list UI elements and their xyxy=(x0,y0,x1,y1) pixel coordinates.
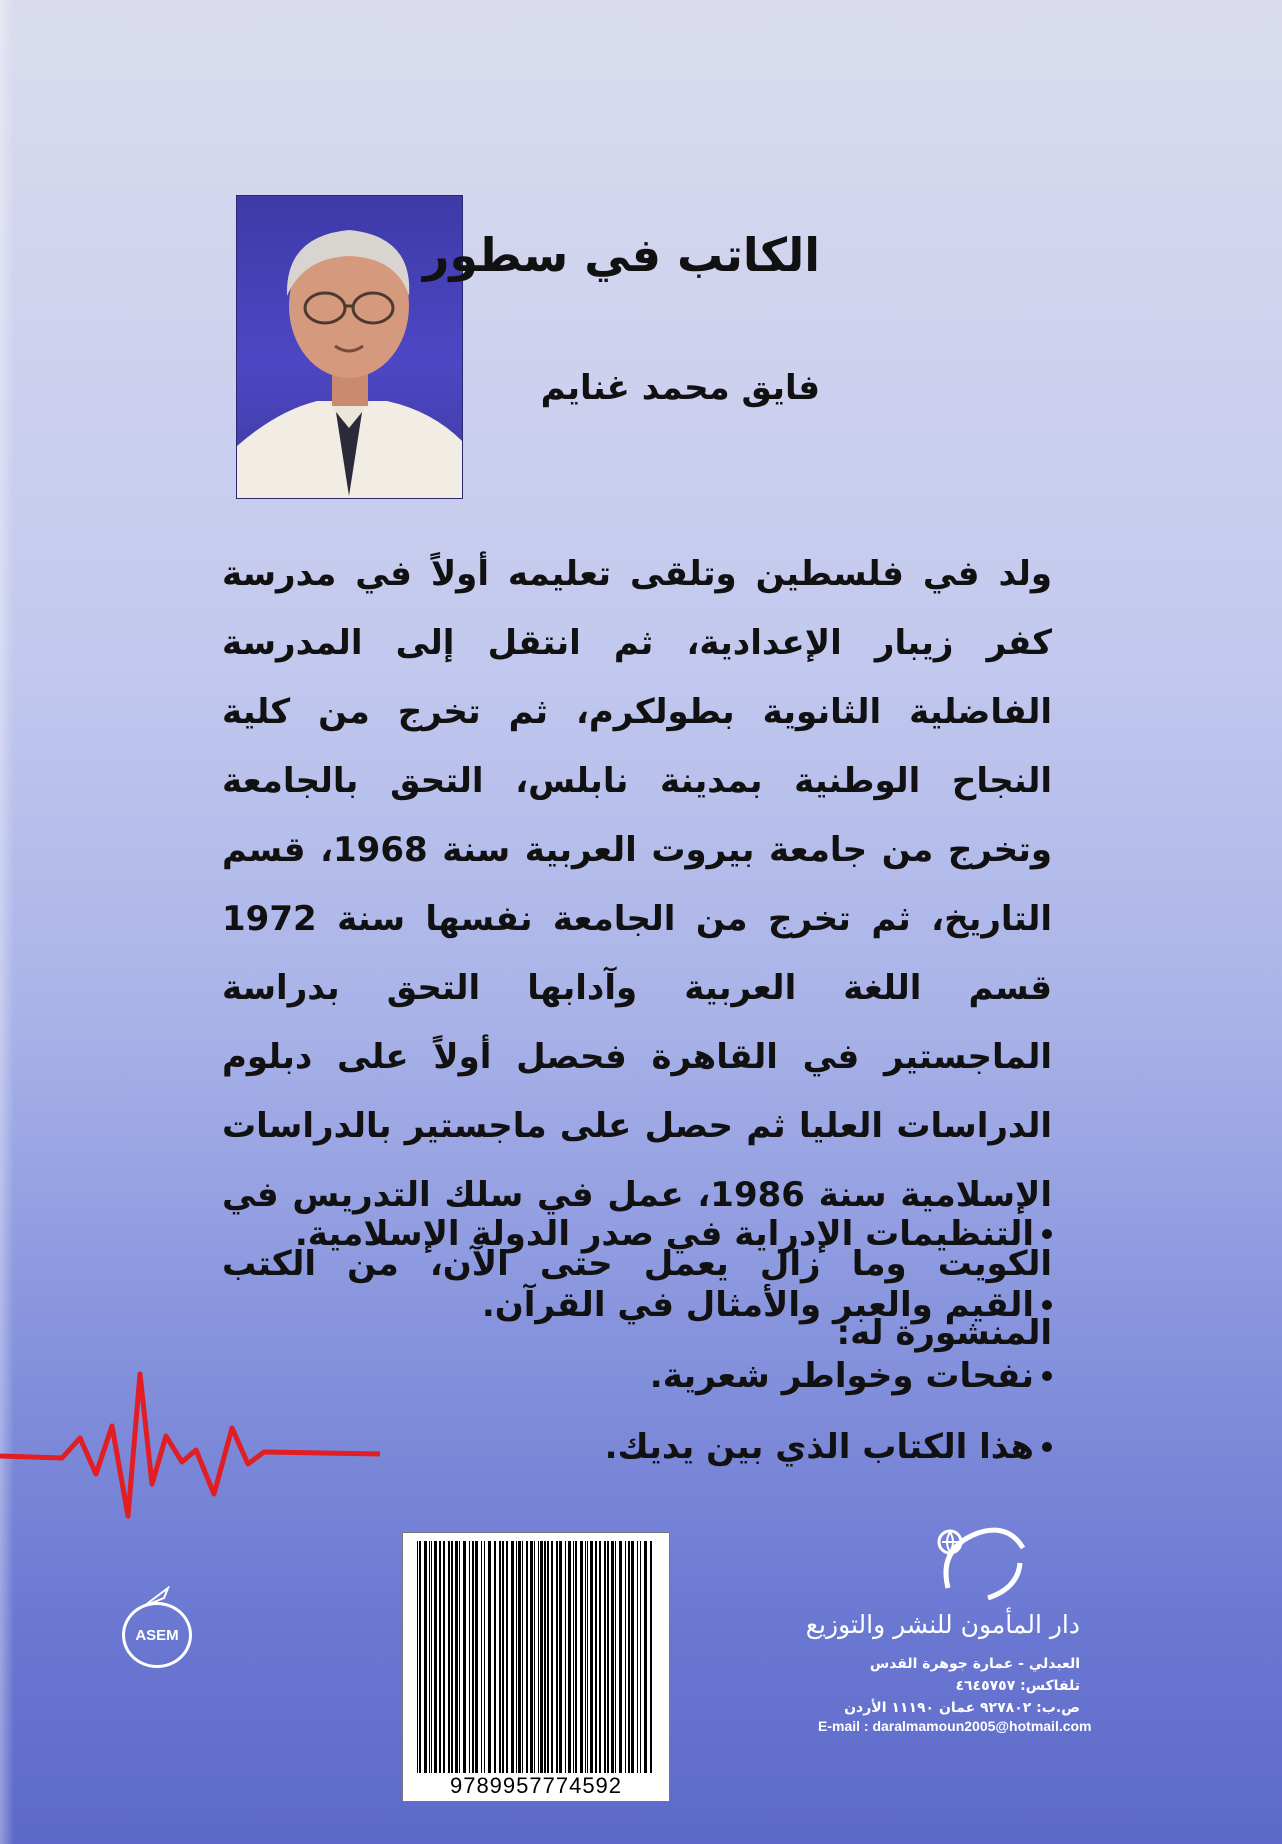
barcode-bar xyxy=(644,1541,647,1773)
barcode-bar xyxy=(443,1541,445,1773)
page-title: الكاتب في سطور xyxy=(422,228,820,282)
barcode-bar xyxy=(459,1541,460,1773)
barcode-bar xyxy=(573,1541,574,1773)
barcode-bar xyxy=(640,1541,641,1773)
isbn-number: 9789957774592 xyxy=(449,1773,623,1798)
barcode-bar xyxy=(628,1541,630,1773)
bullet-icon xyxy=(1042,1442,1052,1452)
barcode-bar xyxy=(556,1541,558,1773)
barcode-bar xyxy=(484,1541,485,1773)
book-title: القيم والعبر والأمثال في القرآن. xyxy=(481,1284,1034,1325)
barcode-bar xyxy=(580,1541,583,1773)
barcode-bar xyxy=(481,1541,482,1773)
barcode-bar xyxy=(431,1541,432,1773)
publisher-pobox: ص.ب: ٩٢٧٨٠٢ عمان ١١١٩٠ الأردن xyxy=(844,1700,1080,1716)
barcode-bar xyxy=(637,1541,638,1773)
barcode-bar xyxy=(506,1541,508,1773)
barcode-bar xyxy=(475,1541,478,1773)
author-name: فايق محمد غنايم xyxy=(540,368,820,408)
barcode-bar xyxy=(595,1541,597,1773)
barcode-bar xyxy=(429,1541,430,1773)
barcode-bar xyxy=(518,1541,521,1773)
list-item xyxy=(292,1269,1052,1340)
barcode-bar xyxy=(499,1541,501,1773)
barcode-bar xyxy=(599,1541,601,1773)
barcode-bar xyxy=(587,1541,588,1773)
bullet-icon xyxy=(1042,1229,1052,1239)
barcode-bar xyxy=(625,1541,626,1773)
barcode-bar xyxy=(534,1541,535,1773)
barcode-bar xyxy=(538,1541,539,1773)
barcode-bar xyxy=(526,1541,528,1773)
barcode-bar xyxy=(434,1541,437,1773)
isbn-barcode xyxy=(402,1532,670,1802)
barcode-bar xyxy=(619,1541,622,1773)
barcode-bar xyxy=(615,1541,616,1773)
publisher-address: العبدلي - عمارة جوهرة القدس xyxy=(869,1656,1080,1672)
barcode-bar xyxy=(472,1541,474,1773)
asem-logo xyxy=(122,1594,202,1668)
barcode-bar xyxy=(439,1541,441,1773)
barcode-bar xyxy=(565,1541,566,1773)
barcode-bar xyxy=(511,1541,514,1773)
barcode-bar xyxy=(551,1541,553,1773)
book-title: نفحات وخواطر شعرية. xyxy=(649,1355,1034,1396)
barcode-bar xyxy=(530,1541,533,1773)
barcode-bar xyxy=(451,1541,453,1773)
published-books-list xyxy=(292,1198,1052,1482)
barcode-bar xyxy=(522,1541,523,1773)
cover-edge xyxy=(0,0,14,1844)
barcode-bar xyxy=(544,1541,546,1773)
barcode-bar xyxy=(568,1541,571,1773)
publisher-logo-icon xyxy=(928,1518,1038,1610)
barcode-bar xyxy=(494,1541,496,1773)
barcode-bar xyxy=(488,1541,491,1773)
publisher-name: دار المأمون للنشر والتوزيع xyxy=(805,1610,1080,1639)
barcode-bar xyxy=(575,1541,577,1773)
bullet-icon xyxy=(1042,1300,1052,1310)
barcode-bar xyxy=(559,1541,562,1773)
book-title: هذا الكتاب الذي بين يديك. xyxy=(604,1426,1034,1467)
barcode-bar xyxy=(540,1541,543,1773)
barcode-bar xyxy=(650,1541,652,1773)
barcode-bars xyxy=(413,1541,659,1773)
book-title: التنظيمات الإدراية في صدر الدولة الإسلامية. xyxy=(294,1213,1034,1254)
list-item xyxy=(292,1198,1052,1269)
barcode-bar xyxy=(607,1541,609,1773)
barcode-bar xyxy=(516,1541,517,1773)
list-item xyxy=(292,1411,1052,1482)
barcode-bar xyxy=(463,1541,466,1773)
barcode-bar xyxy=(611,1541,614,1773)
barcode-bar xyxy=(547,1541,549,1773)
asem-text: ASEM xyxy=(135,1626,179,1644)
barcode-bar xyxy=(585,1541,586,1773)
bullet-icon xyxy=(1042,1371,1052,1381)
barcode-bar xyxy=(417,1541,418,1773)
barcode-bar xyxy=(455,1541,458,1773)
barcode-bar xyxy=(590,1541,593,1773)
list-item xyxy=(292,1340,1052,1411)
barcode-bar xyxy=(631,1541,634,1773)
publisher-telefax: تلفاكس: ٤٦٤٥٧٥٧ xyxy=(955,1678,1080,1694)
barcode-bar xyxy=(424,1541,427,1773)
barcode-bar xyxy=(604,1541,606,1773)
author-biography: ولد في فلسطين وتلقى تعليمه أولاً في مدرسة كفر زيبار الإعدادية، ثم انتقل إلى المدرسة الفاضلية الثانوية بطولكرم، ثم تخرج من كلية النجاح الوطنية بمدينة نابلس، التحق بالجامعة وتخرج من جامعة بيروت العربية سنة 1968، قسم التاريخ، ثم تخرج من الجامعة نفسها سنة 1972 قسم اللغة العربية وآدابها التحق بدراسة الماجستير في القاهرة فحصل أولاً على دبلوم الدراسات العليا ثم حصل على ماجستير بالدراسات الإسلامية سنة 1986، عمل في سلك التدريس في الكويت وما زال يعمل حتى الآن، من الكتب المنشورة له: xyxy=(222,554,1052,1353)
publisher-email: E-mail : daralmamoun2005@hotmail.com xyxy=(818,1718,1092,1734)
barcode-bar xyxy=(419,1541,421,1773)
publisher-block xyxy=(805,1518,1110,1838)
barcode-bar xyxy=(502,1541,504,1773)
barcode-bar xyxy=(469,1541,470,1773)
barcode-bar xyxy=(448,1541,450,1773)
heartbeat-line-icon xyxy=(0,1366,380,1521)
asem-badge xyxy=(122,1602,192,1668)
